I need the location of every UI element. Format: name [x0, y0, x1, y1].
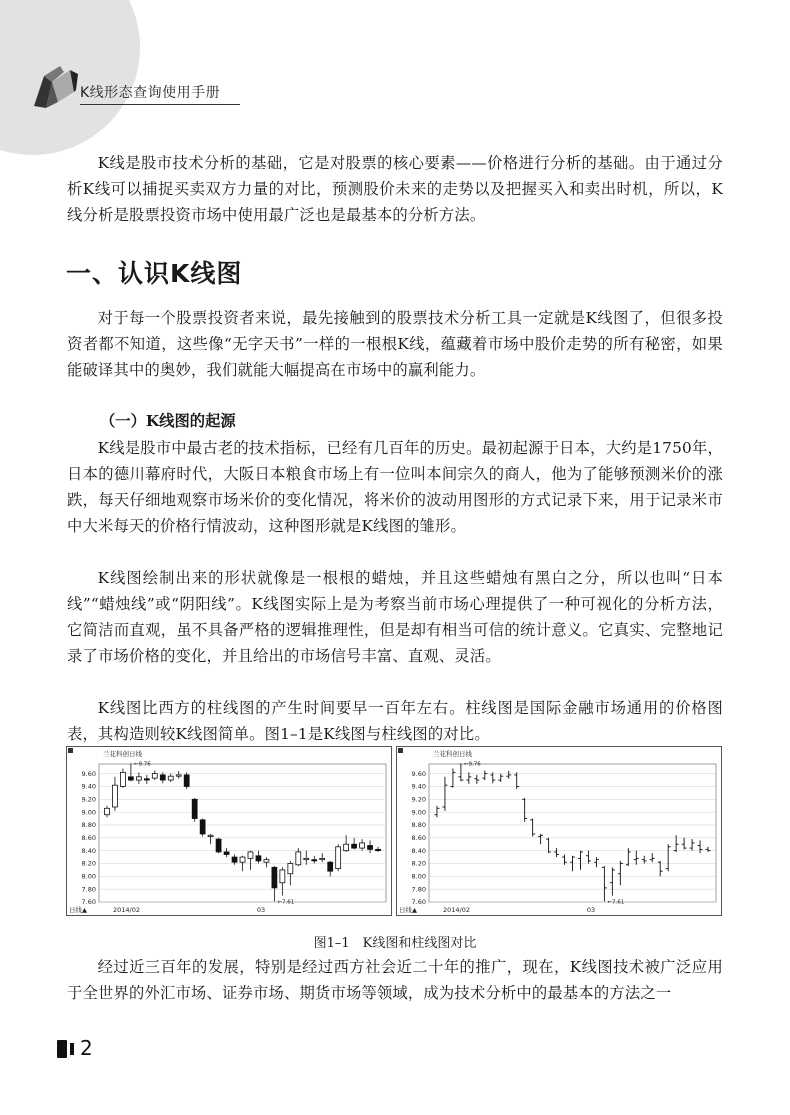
candle-up: [168, 776, 173, 780]
stock-label: 兰花科创日线: [103, 750, 142, 758]
candle-up: [152, 774, 157, 778]
paragraph-1: 对于每一个股票投资者来说，最先接触到的股票技术分析工具一定就是K线图了，但很多投资者都不知道，这些像“无字天书”一样的一根根K线，蕴藏着市场中股价走势的所有秘密，如果能破译其中的奥妙，我们就能大幅提高在市场中的赢利能力。: [67, 309, 723, 379]
candle-down: [192, 799, 197, 818]
paragraph-2: K线是股市中最古老的技术指标，已经有几百年的历史。最初起源于日本，大约是1750年，日本的德川幕府时代，大阪日本粮食市场上有一位叫本间宗久的商人，他为了能够预测米价的涨跌，每天仔细地观察市场米价的变化情况，将米价的波动用图形的方式记录下来，用于记录米市中大米每天的价格行情波动，这种图形就是K线图的雏形。: [67, 439, 723, 535]
candle-up: [176, 775, 181, 776]
y-tick-label: 8.80: [81, 821, 96, 830]
candle-down: [200, 820, 205, 834]
page-number: 2: [80, 1036, 93, 1060]
y-tick-label: 9.60: [411, 769, 426, 778]
candle-up: [120, 772, 125, 786]
y-tick-label: 9.00: [81, 808, 96, 817]
y-tick-label: 9.20: [411, 795, 426, 804]
y-tick-label: 9.20: [81, 795, 96, 804]
candle-up: [240, 857, 245, 862]
y-tick-label: 9.00: [411, 808, 426, 817]
high-label: ←9.76: [133, 761, 151, 768]
candle-up: [136, 777, 141, 780]
candle-up: [288, 863, 293, 873]
chart-corner-icon: [398, 748, 403, 753]
page-marker-icon: [57, 1040, 67, 1058]
candle-up: [105, 808, 110, 814]
candle-up: [112, 785, 117, 807]
x-tick-label: 2014/02: [113, 906, 141, 914]
plot-area: [429, 764, 716, 902]
y-tick-label: 9.40: [81, 782, 96, 791]
y-tick-label: 8.40: [81, 846, 96, 855]
chart-corner-icon: [68, 748, 73, 753]
y-tick-label: 8.20: [411, 859, 426, 868]
y-tick-label: 9.60: [81, 769, 96, 778]
x-tick-label: 03: [586, 906, 596, 914]
chart-frame: [67, 747, 392, 916]
y-tick-label: 8.60: [81, 834, 96, 843]
figure-caption: 图1–1 K线图和柱线图对比: [313, 936, 477, 951]
plot-area: [99, 764, 386, 902]
y-tick-label: 8.20: [81, 859, 96, 868]
paragraph-4: K线图比西方的柱线图的产生时间要早一百年左右。柱线图是国际金融市场通用的价格图表，其构造则较K线图简单。图1–1是K线图与柱线图的对比。: [67, 699, 723, 743]
section-heading: 一、认识K线图: [66, 259, 243, 288]
x-tick-label: 2014/02: [443, 906, 471, 914]
paragraph-5: 经过近三百年的发展，特别是经过西方社会近二十年的推广，现在，K线图技术被广泛应用于全世界的外汇市场、证券市场、期货市场等领域，成为技术分析中的最基本的方法之一: [67, 958, 723, 1002]
candle-up: [208, 835, 213, 836]
candle-down: [184, 775, 189, 787]
y-tick-label: 8.60: [411, 834, 426, 843]
y-tick-label: 8.00: [81, 872, 96, 881]
candle-up: [304, 858, 309, 859]
candle-down: [232, 857, 237, 862]
y-tick-label: 8.40: [411, 846, 426, 855]
book-logo-icon: [30, 62, 82, 110]
candle-down: [312, 860, 317, 861]
x-tick-label: 03: [256, 906, 266, 914]
stock-label: 兰花科创日线: [433, 750, 472, 758]
candle-down: [368, 846, 373, 850]
candle-up: [336, 847, 341, 869]
y-tick-label: 7.60: [411, 898, 426, 907]
bottom-label: 日线▲: [399, 906, 417, 914]
y-tick-label: 8.00: [411, 872, 426, 881]
bar-chart: [396, 746, 722, 916]
low-label: ←7.61: [607, 899, 625, 906]
candle-down: [144, 779, 149, 780]
candle-up: [320, 858, 325, 859]
y-tick-label: 7.80: [411, 885, 426, 894]
candle-down: [376, 849, 381, 850]
candle-down: [352, 844, 357, 848]
candle-up: [248, 852, 253, 858]
candle-down: [216, 839, 221, 852]
intro-paragraph: K线是股市技术分析的基础，它是对股票的核心要素——价格进行分析的基础。由于通过分析K线可以捕捉买卖双方力量的对比，预测股价未来的走势以及把握买入和卖出时机，所以，K线分析是股票投资市场中使用最广泛也是最基本的分析方法。: [67, 154, 723, 224]
candle-down: [128, 777, 133, 780]
candle-down: [160, 775, 165, 780]
candle-up: [296, 852, 301, 865]
candle-up: [344, 844, 349, 850]
candle-down: [224, 852, 229, 855]
candle-down: [272, 867, 277, 888]
high-label: ←9.76: [463, 761, 481, 768]
y-tick-label: 9.40: [411, 782, 426, 791]
paragraph-3: K线图绘制出来的形状就像是一根根的蜡烛，并且这些蜡烛有黑白之分，所以也叫“日本线”“蜡烛线”或“阴阳线”。K线图实际上是为考察当前市场心理提供了一种可视化的分析方法，它简洁而直观，虽不具备严格的逻辑推理性，但是却有相当可信的统计意义。它真实、完整地记录了市场价格的变化，并且给出的市场信号丰富、直观、灵活。: [67, 569, 723, 665]
y-tick-label: 7.80: [81, 885, 96, 894]
chart-frame: [397, 747, 722, 916]
page-marker-small-icon: [70, 1043, 74, 1055]
candle-up: [280, 870, 285, 883]
candle-up: [360, 843, 365, 848]
bottom-label: 日线▲: [69, 906, 87, 914]
candle-down: [328, 862, 333, 871]
candlestick-chart: [66, 746, 392, 916]
low-label: ←7.61: [277, 899, 295, 906]
running-header-rule: [80, 104, 240, 105]
y-tick-label: 7.60: [81, 898, 96, 907]
candle-down: [256, 856, 261, 861]
sub-heading-origin: （一）K线图的起源: [100, 412, 236, 430]
y-tick-label: 8.80: [411, 821, 426, 830]
running-header-title: K线形态查询使用手册: [80, 85, 221, 101]
candle-up: [264, 860, 269, 863]
